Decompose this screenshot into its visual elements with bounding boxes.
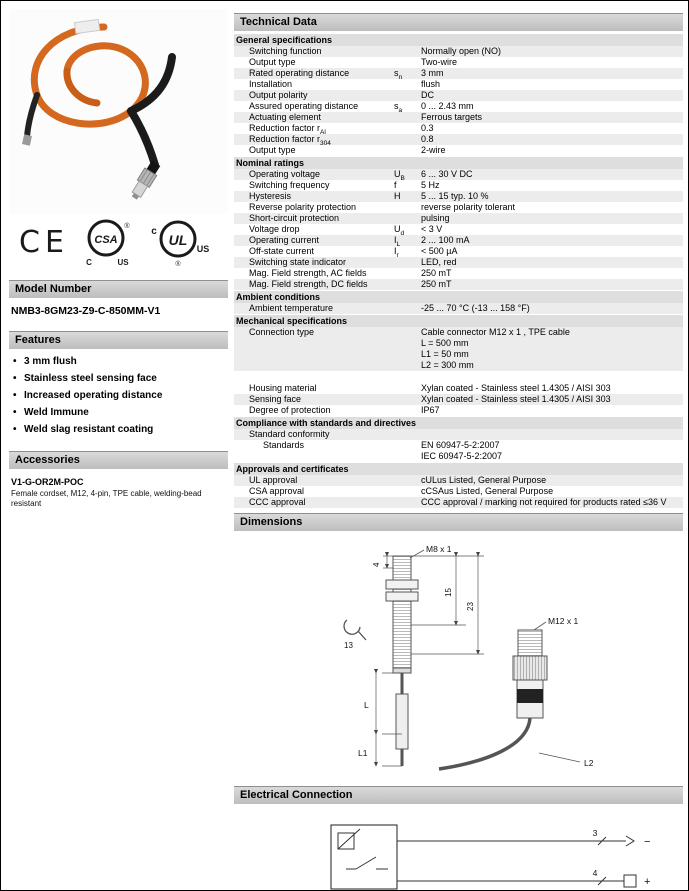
- certification-marks: [9, 214, 228, 270]
- spec-label: Reduction factor $r_{304}$: [249, 134, 331, 147]
- feature-item: [13, 390, 228, 401]
- feature-label: Weld slag resistant coating: [24, 424, 154, 435]
- cable-sleeve: [396, 694, 408, 749]
- spec-row: [234, 405, 683, 416]
- spec-symbol: $s_n$: [394, 68, 403, 81]
- m12-connector-drawing: [439, 630, 547, 769]
- left-column: [9, 9, 228, 508]
- spec-label: Output polarity: [249, 90, 308, 100]
- spec-label: CCC approval: [249, 497, 306, 507]
- spec-value: -25 ... 70 °C (-13 ... 158 °F): [421, 303, 530, 313]
- spec-row: [234, 475, 683, 486]
- ce-mark-icon: CE: [19, 224, 69, 260]
- spec-row: [234, 145, 683, 156]
- spec-label: Switching function: [249, 46, 322, 56]
- spec-label: Output type: [249, 145, 296, 155]
- spec-value: 5 ... 15 typ. 10 %: [421, 191, 489, 201]
- spec-label: Connection type: [249, 327, 315, 337]
- spec-label: CSA approval: [249, 486, 305, 496]
- spec-section-header: Compliance with standards and directives: [234, 417, 683, 429]
- spec-label: Switching state indicator: [249, 257, 347, 267]
- spec-section-header: Nominal ratings: [234, 157, 683, 169]
- bullet-icon: •: [13, 407, 17, 418]
- spec-symbol: H: [394, 191, 401, 201]
- m12-leader-line: [534, 622, 546, 630]
- spec-section-header: Ambient conditions: [234, 291, 683, 303]
- spec-label: UL approval: [249, 475, 298, 485]
- spec-row: [234, 202, 683, 213]
- bullet-icon: •: [13, 373, 17, 384]
- spec-symbol: $U_d$: [394, 224, 405, 237]
- feature-item: [13, 424, 228, 435]
- ul-us-text: US: [196, 244, 209, 254]
- spec-label: Ambient temperature: [249, 303, 334, 313]
- feature-item: [13, 373, 228, 384]
- spec-value: 3 mm: [421, 68, 444, 78]
- spec-row: [234, 90, 683, 101]
- spec-row: [234, 180, 683, 191]
- spec-value: LED, red: [421, 257, 457, 267]
- spec-row: [234, 46, 683, 57]
- spec-row: [234, 112, 683, 123]
- accessory-description: Female cordset, M12, 4-pin, TPE cable, welding-bead resistant: [11, 489, 202, 508]
- spec-row: [234, 57, 683, 68]
- spec-label: Mag. Field strength, AC fields: [249, 268, 367, 278]
- spec-spacer: [234, 371, 683, 383]
- spec-value: < 500 µA: [421, 246, 458, 256]
- feature-item: [13, 356, 228, 367]
- sensor-box: [331, 825, 397, 889]
- spec-value: cCSAus Listed, General Purpose: [421, 486, 554, 496]
- spec-value: DC: [421, 90, 434, 100]
- spec-label: Voltage drop: [249, 224, 300, 234]
- spec-row: [234, 394, 683, 405]
- spec-value: 250 mT: [421, 279, 452, 289]
- spec-section-header: Approvals and certificates: [234, 463, 683, 475]
- spec-value: Xylan coated - Stainless steel 1.4305 / AISI 303: [421, 383, 611, 393]
- spec-row: [234, 327, 683, 371]
- spec-value: reverse polarity tolerant: [421, 202, 516, 212]
- feature-label: Weld Immune: [24, 407, 89, 418]
- accessories-header: Accessories: [9, 451, 228, 469]
- spec-value: 2 ... 100 mA: [421, 235, 470, 245]
- spec-row: [234, 268, 683, 279]
- spec-symbol: $I_L$: [394, 235, 401, 248]
- spec-label: Standards: [263, 440, 305, 450]
- csa-mark-icon: [83, 216, 133, 268]
- dim23-label: 23: [466, 602, 475, 611]
- ul-registered-symbol: ®: [175, 261, 181, 268]
- spec-value: EN 60947-5-2:2007 IEC 60947-5-2:2007: [421, 440, 503, 461]
- spec-label: Off-state current: [249, 246, 314, 256]
- spec-row: [234, 79, 683, 90]
- m8-label: M8 x 1: [426, 544, 452, 554]
- electrical-svg: [234, 807, 683, 891]
- spec-row: [234, 497, 683, 508]
- minus-sign: −: [644, 836, 651, 848]
- spec-label: Operating current: [249, 235, 320, 245]
- spec-label: Standard conformity: [249, 429, 330, 439]
- spec-value: Xylan coated - Stainless steel 1.4305 / AISI 303: [421, 394, 611, 404]
- sensor-body: [386, 556, 418, 673]
- dimensions-header: Dimensions: [234, 513, 683, 531]
- spec-row: [234, 213, 683, 224]
- spec-symbol: f: [394, 180, 397, 190]
- wrench-size-label: 13: [344, 641, 353, 650]
- dimL2-label: L2: [584, 758, 594, 768]
- spec-value: 250 mT: [421, 268, 452, 278]
- spec-label: Reduction factor $r_{Al}$: [249, 123, 326, 136]
- product-photo-image: [9, 9, 228, 214]
- spec-label: Hysteresis: [249, 191, 292, 201]
- spec-section-header: Mechanical specifications: [234, 315, 683, 327]
- spec-row: [234, 246, 683, 257]
- spec-row: [234, 429, 683, 440]
- spec-value: 2-wire: [421, 145, 446, 155]
- feature-label: Stainless steel sensing face: [24, 373, 157, 384]
- spec-row: [234, 440, 683, 462]
- pin3-terminal: [626, 836, 634, 846]
- features-list: [9, 352, 228, 451]
- feature-label: Increased operating distance: [24, 390, 163, 401]
- dim4-label: 4: [372, 562, 381, 567]
- spec-value: CCC approval / marking not required for products rated ≤36 V: [421, 497, 667, 507]
- accessory-name: V1-G-OR2M-POC: [11, 477, 84, 487]
- spec-row: [234, 383, 683, 394]
- bullet-icon: •: [13, 424, 17, 435]
- right-column: [234, 13, 683, 891]
- spec-value: 5 Hz: [421, 180, 440, 190]
- switch-contact-symbol: [346, 857, 388, 869]
- L2-leader-line: [539, 753, 580, 762]
- spec-label: Operating voltage: [249, 169, 321, 179]
- technical-data-header: Technical Data: [234, 13, 683, 31]
- pin4-terminal: [624, 875, 636, 887]
- spec-label: Installation: [249, 79, 293, 89]
- spec-value: Normally open (NO): [421, 46, 502, 56]
- spec-row: [234, 303, 683, 314]
- spec-value: 0 ... 2.43 mm: [421, 101, 474, 111]
- spec-row: [234, 169, 683, 180]
- spec-value: IP67: [421, 405, 440, 415]
- dimensions-drawing: [234, 534, 683, 786]
- csa-registered-symbol: ®: [124, 223, 130, 230]
- m8-leader-line: [410, 550, 424, 558]
- spec-label: Actuating element: [249, 112, 322, 122]
- spec-row: [234, 123, 683, 134]
- dimensions-svg: [234, 534, 683, 786]
- spec-row: [234, 224, 683, 235]
- ul-mark-text: UL: [168, 232, 188, 248]
- csa-us-text: US: [117, 258, 129, 267]
- spec-value: 0.3: [421, 123, 434, 133]
- feature-label: 3 mm flush: [24, 356, 77, 367]
- m12-label: M12 x 1: [548, 616, 579, 626]
- spec-symbol: $U_B$: [394, 169, 405, 182]
- bullet-icon: •: [13, 390, 17, 401]
- spec-label: Rated operating distance: [249, 68, 350, 78]
- spec-label: Output type: [249, 57, 296, 67]
- spec-value: Two-wire: [421, 57, 458, 67]
- pin4-number: 4: [592, 868, 598, 878]
- wrench-icon: [344, 620, 366, 640]
- ul-c-text: c: [151, 226, 157, 237]
- dimL1-label: L1: [358, 748, 368, 758]
- spec-label: Degree of protection: [249, 405, 331, 415]
- spec-label: Short-circuit protection: [249, 213, 340, 223]
- plus-sign: +: [644, 876, 651, 888]
- proximity-sensor-symbol: [338, 829, 360, 849]
- pin3-number: 3: [592, 828, 598, 838]
- spec-symbol: $s_a$: [394, 101, 403, 114]
- spec-row: [234, 257, 683, 268]
- spec-value: 6 ... 30 V DC: [421, 169, 473, 179]
- features-header: Features: [9, 331, 228, 349]
- electrical-connection-header: Electrical Connection: [234, 786, 683, 804]
- spec-row: [234, 279, 683, 290]
- spec-label: Mag. Field strength, DC fields: [249, 279, 368, 289]
- spec-row: [234, 134, 683, 145]
- electrical-connection-diagram: [234, 807, 683, 891]
- spec-row: [234, 191, 683, 202]
- product-photo: [9, 9, 228, 214]
- spec-row: [234, 101, 683, 112]
- spec-value: Ferrous targets: [421, 112, 483, 122]
- spec-label: Switching frequency: [249, 180, 330, 190]
- spec-row: [234, 486, 683, 497]
- spec-value: 0.8: [421, 134, 434, 144]
- spec-value: Cable connector M12 x 1 , TPE cable L = 500 mm L1 = 50 mm L2 = 300 mm: [421, 327, 570, 370]
- spec-value: pulsing: [421, 213, 450, 223]
- spec-label: Assured operating distance: [249, 101, 359, 111]
- spec-value: cULus Listed, General Purpose: [421, 475, 547, 485]
- spec-section-header: General specifications: [234, 34, 683, 46]
- spec-label: Reverse polarity protection: [249, 202, 357, 212]
- csa-mark-text: CSA: [94, 234, 118, 246]
- feature-item: [13, 407, 228, 418]
- technical-data-table: [234, 34, 683, 508]
- bullet-icon: •: [13, 356, 17, 367]
- spec-row: [234, 235, 683, 246]
- spec-value: flush: [421, 79, 441, 89]
- spec-label: Sensing face: [249, 394, 302, 404]
- csa-c-text: C: [86, 258, 92, 267]
- spec-symbol: $I_r$: [394, 246, 399, 259]
- model-number-value: NMB3-8GM23-Z9-C-850MM-V1: [11, 305, 161, 317]
- dim15-label: 15: [444, 588, 453, 597]
- model-number-header: Model Number: [9, 280, 228, 298]
- ul-mark-icon: [147, 216, 209, 268]
- spec-row: [234, 68, 683, 79]
- spec-label: Housing material: [249, 383, 317, 393]
- spec-value: < 3 V: [421, 224, 443, 234]
- dimL-label: L: [364, 700, 369, 710]
